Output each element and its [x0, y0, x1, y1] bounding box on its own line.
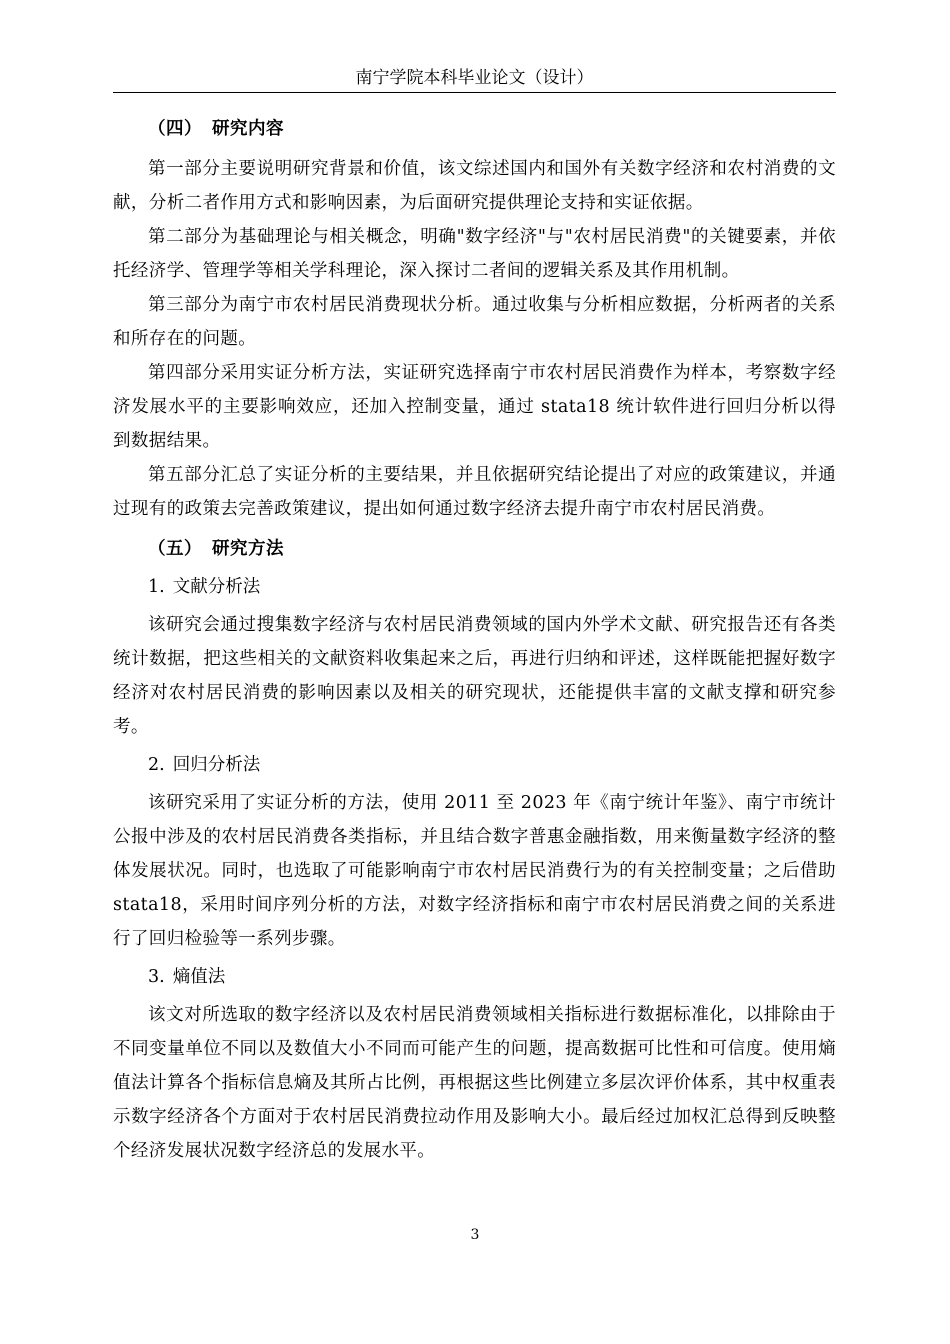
- paragraph: 该研究采用了实证分析的方法，使用 2011 至 2023 年《南宁统计年鉴》、南宁市统计公报中涉及的农村居民消费各类指标，并且结合数字普惠金融指数，用来衡量数字经济的整体发展状况。同时，也选取了可能影响南宁市农村居民消费行为的有关控制变量；之后借助 stata18，采用时间序列分析的方法，对数字经济指标和南宁市农村居民消费之间的关系进行了回归检验等一系列步骤。: [113, 793, 836, 949]
- method-heading: [113, 960, 836, 994]
- paragraph: 第四部分采用实证分析方法，实证研究选择南宁市农村居民消费作为样本，考察数字经济发展水平的主要影响效应，还加入控制变量，通过 stata18 统计软件进行回归分析以得到数据结果。: [113, 363, 836, 451]
- paragraph: 第三部分为南宁市农村居民消费现状分析。通过收集与分析相应数据，分析两者的关系和所存在的问题。: [113, 295, 836, 349]
- paragraph: 该文对所选取的数字经济以及农村居民消费领域相关指标进行数据标准化，以排除由于不同变量单位不同以及数值大小不同而可能产生的问题，提高数据可比性和可信度。使用熵值法计算各个指标信息熵及其所占比例，再根据这些比例建立多层次评价体系，其中权重表示数字经济各个方面对于农村居民消费拉动作用及影响大小。最后经过加权汇总得到反映整个经济发展状况数字经济总的发展水平。: [113, 1005, 836, 1161]
- method-number: 1.: [148, 577, 165, 597]
- method-number: 2.: [148, 755, 165, 775]
- method-title: 文献分析法: [172, 577, 261, 597]
- header-title: 南宁学院本科毕业论文（设计）: [355, 68, 594, 88]
- paragraph: 该研究会通过搜集数字经济与农村居民消费领域的国内外学术文献、研究报告还有各类统计数据，把这些相关的文献资料收集起来之后，再进行归纳和评述，这样既能把握好数字经济对农村居民消费的影响因素以及相关的研究现状，还能提供丰富的文献支撑和研究参考。: [113, 615, 836, 737]
- section-title: 研究内容: [212, 119, 284, 139]
- section-heading-research-content: [113, 112, 836, 146]
- section-title: 研究方法: [212, 539, 284, 559]
- paragraph: 第一部分主要说明研究背景和价值，该文综述国内和国外有关数字经济和农村消费的文献，分析二者作用方式和影响因素，为后面研究提供理论支持和实证依据。: [113, 159, 836, 213]
- page-body: [113, 112, 836, 1168]
- paragraph: 第二部分为基础理论与相关概念，明确"数字经济"与"农村居民消费"的关键要素，并依托经济学、管理学等相关学科理论，深入探讨二者间的逻辑关系及其作用机制。: [113, 227, 836, 281]
- method-heading: [113, 570, 836, 604]
- method-heading: [113, 748, 836, 782]
- section-number: （四）: [148, 119, 202, 139]
- section-heading-research-methods: [113, 532, 836, 566]
- method-number: 3.: [148, 967, 165, 987]
- method-title: 回归分析法: [172, 755, 261, 775]
- section-number: （五）: [148, 539, 202, 559]
- paragraph: 第五部分汇总了实证分析的主要结果，并且依据研究结论提出了对应的政策建议，并通过现有的政策去完善政策建议，提出如何通过数字经济去提升南宁市农村居民消费。: [113, 465, 836, 519]
- page-header: [113, 64, 836, 93]
- method-title: 熵值法: [172, 967, 226, 987]
- page-number: 3: [470, 1227, 480, 1243]
